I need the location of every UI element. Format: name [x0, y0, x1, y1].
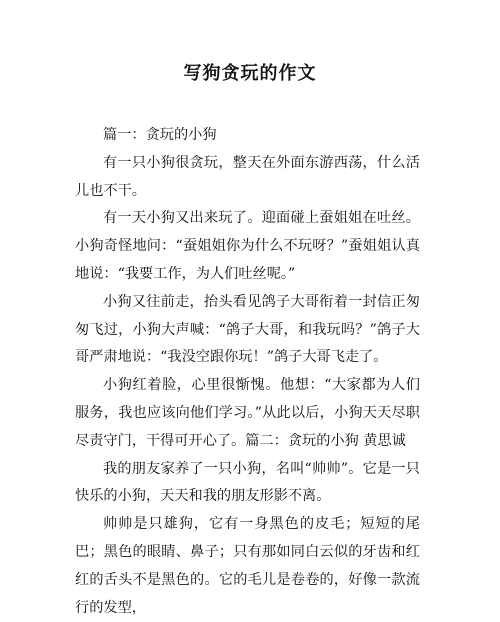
paragraph: 有一天小狗又出来玩了。迎面碰上蚕姐姐在吐丝。小狗奇怪地问：“蚕姐姐你为什么不玩呀？”蚕姐姐认真地说：“我要工作，为人们吐丝呢。” — [75, 210, 420, 282]
document-body — [75, 122, 420, 622]
paragraph-section-heading: 篇一：贪玩的小狗 — [103, 127, 217, 143]
document-title: 写狗贪玩的作文 — [183, 63, 317, 84]
paragraph: 小狗红着脸，心里很惭愧。他想：“大家都为人们服务，我也应该向他们学习。”从此以后，小狗天天尽职尽责守门，干得可开心了。篇二：贪玩的小狗 黄思诚 — [75, 377, 420, 449]
paragraph: 有一只小狗很贪玩，整天在外面东游西荡，什么活儿也不干。 — [75, 154, 420, 199]
paragraph: 帅帅是只雄狗，它有一身黑色的皮毛；短短的尾巴；黑色的眼睛、鼻子；只有那如同白云似的牙齿和红红的舌头不是黑色的。它的毛儿是卷卷的，好像一款流行的发型， — [75, 516, 420, 616]
paragraph: 小狗又往前走，抬头看见鸽子大哥衔着一封信正匆匆飞过，小狗大声喊：“鸽子大哥，和我玩吗？”鸽子大哥严肃地说：“我没空跟你玩！”鸽子大哥飞走了。 — [75, 293, 420, 366]
paragraph: 我的朋友家养了一只小狗，名叫“帅帅”。它是一只快乐的小狗，天天和我的朋友形影不离。 — [75, 460, 420, 505]
